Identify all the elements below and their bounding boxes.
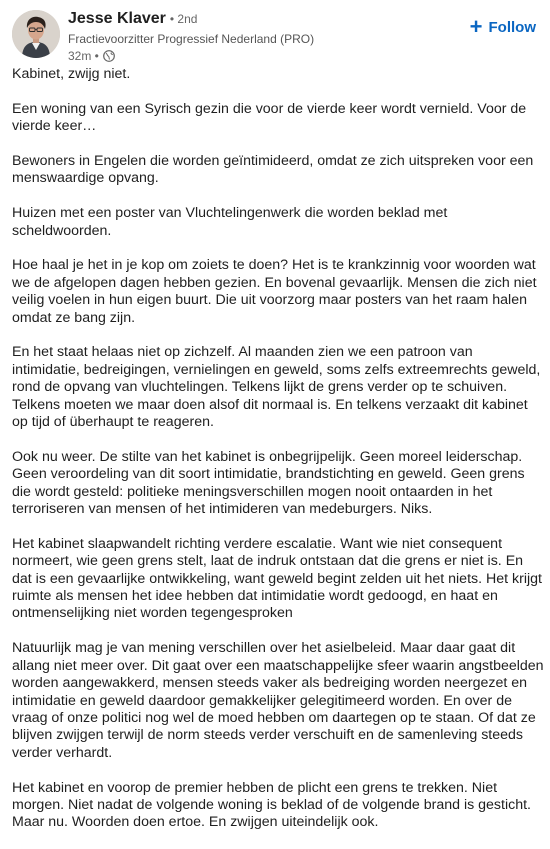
post-paragraph: Een woning van een Syrisch gezin die voor de vierde keer wordt vernield. Voor de vierde keer… xyxy=(12,100,527,135)
follow-button[interactable] xyxy=(468,14,538,40)
author-name[interactable]: Jesse Klaver xyxy=(68,10,166,27)
post-paragraph: Huizen met een poster van Vluchtelingenwerk die worden beklad met scheldwoorden. xyxy=(12,205,448,239)
author-avatar[interactable] xyxy=(12,10,60,58)
post-body xyxy=(12,66,544,849)
post-paragraph: Natuurlijk mag je van mening verschillen over het asielbeleid. Maar daar gaat dit allang niet meer over. Dit gaat over een maatschappelijke sfeer waarin angstbeelden worden aangewakkerd, mensen steeds vaker als bedreiging worden neergezet en intimidatie en geweld daardoor gemakkelijker gelegitimeerd worden. En over de vraag of onze politici nog wel de moed hebben om daartegen op te staan. Of dat ze blijven zwijgen terwijl de norm steeds verder verschuift en de samenleving steeds verder verhardt. xyxy=(12,640,544,761)
globe-icon xyxy=(103,50,115,62)
post-timestamp-row xyxy=(68,49,314,63)
author-headline: Fractievoorzitter Progressief Nederland (PRO) xyxy=(68,32,315,46)
post-paragraph: Ook nu weer. De stilte van het kabinet is onbegrijpelijk. Geen moreel leiderschap. Geen veroordeling van dit soort intimidatie, brandstichting en geweld. Geen grens die wordt gesteld: politieke meningsverschillen mogen nooit ontaarden in het terroriseren van mensen of het intimideren van medeburgers. Niks. xyxy=(12,448,525,518)
post-paragraph: Het kabinet en voorop de premier hebben de plicht een grens te trekken. Niet morgen. Niet nadat de volgende woning is beklad of de volgende brand is gesticht. Maar nu. Woorden doen ertoe. En zwijgen uiteindelijk ook. xyxy=(12,779,531,831)
plus-icon: + xyxy=(469,14,483,39)
author-name-row xyxy=(68,10,314,30)
post-paragraph: Hoe haal je het in je kop om zoiets te doen? Het is te krankzinnig voor woorden wat we de afgelopen dagen hebben gezien. En bovenal gevaarlijk. Mensen die zich niet veilig voelen in hun eigen buurt. Die uit voorzorg maar posters van het raam halen omdat ze bang zijn. xyxy=(12,257,537,326)
post-paragraph: En het staat helaas niet op zichzelf. Al maanden zien we een patroon van intimidatie, bedreigingen, vernielingen en geweld, soms zelfs extreemrechts geweld, rond de opvang van vluchtelingen. Telkens lijkt de grens verder op te schuiven. Telkens moeten we maar doen alsof dit normaal is. En telkens verzaakt dit kabinet op tijd of überhaupt te reageren. xyxy=(12,344,541,431)
follow-label: Follow xyxy=(488,18,536,36)
post-paragraph: Kabinet, zwijg niet. xyxy=(12,66,131,82)
connection-degree: • 2nd xyxy=(169,12,198,26)
post-header xyxy=(12,6,538,62)
post-paragraph: Het kabinet slaapwandelt richting verdere escalatie. Want wie niet consequent normeert, wie geen grens stelt, laat de indruk ontstaan dat die grens er niet is. En dat is een gevaarlijke ontwikkeling, want geweld begint zelden uit het niets. Het krijgt ruimte als mensen het idee hebben dat intimidatie wordt gedoogd, en haat en ontmenselijking niet worden tegengesproken xyxy=(12,535,542,622)
author-meta xyxy=(68,10,314,63)
post-time: 32m • xyxy=(68,49,99,63)
post-paragraph: Bewoners in Engelen die worden geïntimideerd, omdat ze zich uitspreken voor een menswaardige opvang. xyxy=(12,153,534,187)
